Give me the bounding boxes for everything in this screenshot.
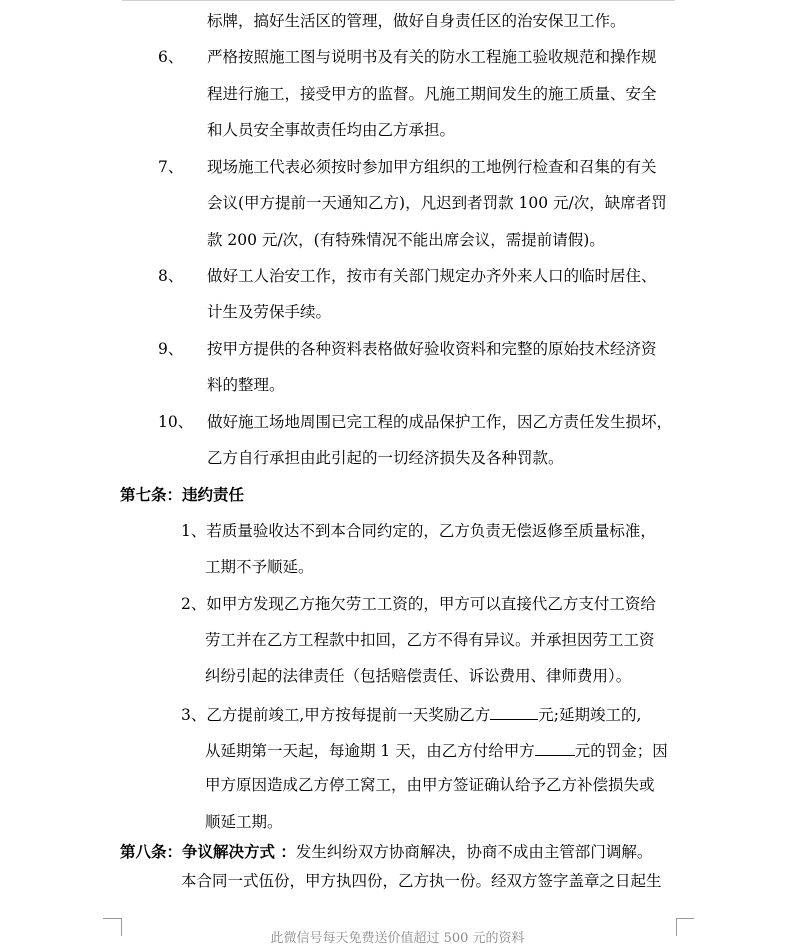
item-number-8: 8、: [158, 267, 184, 285]
item-7-line-1: 现场施工代表必须按时参加甲方组织的工地例行检查和召集的有关: [207, 158, 657, 176]
bonus-amount-blank[interactable]: [490, 703, 538, 720]
article-8-heading: 第八条：争议解决方式 ：: [120, 842, 296, 861]
article-7-item-3-line-3: 甲方原因造成乙方停工窝工，由甲方签证确认给予乙方补偿损失或: [205, 776, 655, 794]
item-6-line-3: 和人员安全事故责任均由乙方承担。: [207, 121, 456, 139]
article-7-item-1-line-2: 工期不予顺延。: [205, 558, 314, 576]
item-7-line-2: 会议(甲方提前一天通知乙方)，凡迟到者罚款 100 元/次，缺席者罚: [207, 194, 667, 212]
item-number-10: 10、: [158, 413, 194, 431]
clause-5-continuation: 标牌，搞好生活区的管理，做好自身责任区的治安保卫工作。: [207, 12, 626, 30]
contract-copies-line: 本合同一式伍份，甲方执四份，乙方执一份。经双方签字盖章之日起生: [181, 872, 662, 890]
item-6-line-2: 程进行施工，接受甲方的监督。凡施工期间发生的施工质量、安全: [207, 85, 657, 103]
penalty-amount-blank[interactable]: [535, 739, 575, 756]
article-7-item-2-line-3: 纠纷引起的法律责任（包括赔偿责任、诉讼费用、律师费用）。: [205, 667, 632, 685]
item-8-line-1: 做好工人治安工作，按市有关部门规定办齐外来人口的临时居住、: [207, 267, 657, 285]
penalty-text-2: 元的罚金；因: [574, 742, 668, 760]
item-number-7: 7、: [158, 158, 184, 176]
article-7-item-3-line-1: [181, 703, 641, 725]
item-9-line-2: 料的整理。: [207, 376, 285, 394]
item-number-9: 9、: [158, 340, 184, 358]
article-7-item-2-line-2: 劳工并在乙方工程款中扣回，乙方不得有异议。并承担因劳工工资: [205, 631, 655, 649]
article-7-item-2-line-1: 2、如甲方发现乙方拖欠劳工工资的，甲方可以直接代乙方支付工资给: [181, 595, 656, 613]
penalty-text: 从延期第一天起，每逾期 1 天，由乙方付给甲方: [205, 742, 535, 760]
item-10-line-2: 乙方自行承担由此引起的一切经济损失及各种罚款。: [207, 449, 564, 467]
page-corner-mark-right-h: [676, 918, 694, 919]
item-9-line-1: 按甲方提供的各种资料表格做好验收资料和完整的原始技术经济资: [207, 340, 657, 358]
item-6-line-1: 严格按照施工图与说明书及有关的防水工程施工验收规范和操作规: [207, 48, 657, 66]
article-8-line: [120, 842, 652, 862]
bonus-text-2: 元;延期竣工的,: [538, 706, 642, 724]
page-top-border: [122, 0, 675, 1]
article-7-item-1-line-1: 1、若质量验收达不到本合同约定的，乙方负责无偿返修至质量标准，: [181, 522, 656, 540]
footer-watermark-text: 此微信号每天免费送价值超过 500 元的资料: [270, 931, 525, 946]
item-8-line-2: 计生及劳保手续。: [207, 303, 332, 321]
article-7-heading: 第七条：违约责任: [120, 485, 245, 504]
article-8-text: 发生纠纷双方协商解决，协商不成由主管部门调解。: [295, 843, 653, 861]
page-corner-mark-left-h: [103, 918, 121, 919]
item-number-6: 6、: [158, 48, 184, 66]
article-7-item-3-line-4: 顺延工期。: [205, 813, 283, 831]
item-7-line-3: 款 200 元/次，(有特殊情况不能出席会议，需提前请假)。: [207, 231, 605, 249]
article-7-item-3-line-2: [205, 739, 668, 761]
bonus-text: 3、乙方提前竣工,甲方按每提前一天奖励乙方: [181, 706, 491, 724]
item-10-line-1: 做好施工场地周围已完工程的成品保护工作，因乙方责任发生损坏，: [207, 413, 673, 431]
